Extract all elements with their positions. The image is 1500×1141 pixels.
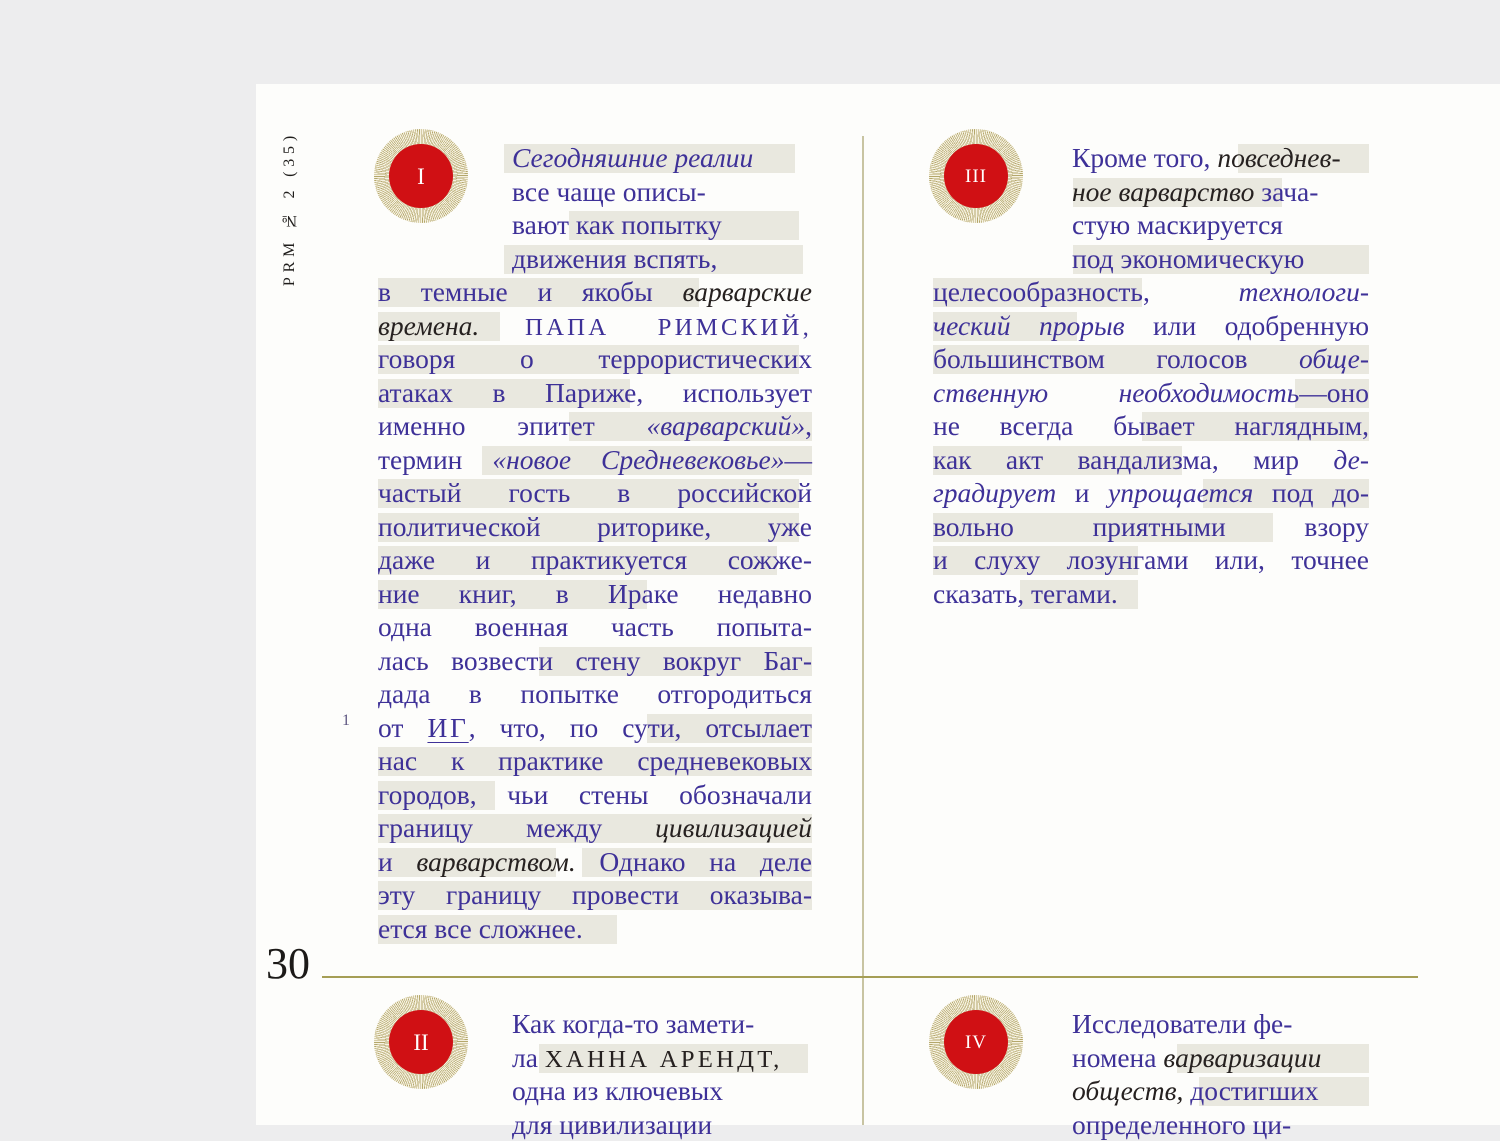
text-line	[933, 543, 1369, 577]
text-span: ческий прорыв	[933, 310, 1125, 341]
text-span: определенного ци-	[1072, 1109, 1291, 1140]
text-span: ,	[805, 410, 812, 441]
text-span: или одобренную	[1125, 310, 1369, 341]
text-line	[378, 711, 812, 745]
text-span: цивилизацией	[655, 812, 812, 843]
section-3-numeral: III	[965, 167, 987, 186]
text-span: частый гость в российской	[378, 477, 812, 508]
text-line	[933, 342, 1369, 376]
section-4-numeral: IV	[965, 1033, 987, 1052]
text-span: эту границу провести оказыва-	[378, 879, 812, 910]
text-line	[933, 1007, 1369, 1041]
text-span: термин	[378, 444, 492, 475]
text-span: городов, чьи стены обозначали	[378, 779, 812, 810]
text-span: «варварский»	[647, 410, 806, 441]
text-line	[378, 811, 812, 845]
text-line	[933, 409, 1369, 443]
text-span: одна из ключевых	[512, 1075, 723, 1106]
text-line	[933, 208, 1369, 242]
text-line	[378, 878, 812, 912]
text-line	[378, 778, 812, 812]
text-span: лась возвести стену вокруг Баг-	[378, 645, 812, 676]
text-span: , что, по сути, отсылает	[469, 712, 812, 743]
text-span: целесообразность,	[933, 276, 1239, 307]
text-span: и	[378, 846, 416, 877]
text-line	[933, 309, 1369, 343]
text-line	[933, 141, 1369, 175]
text-span: движения вспять,	[512, 243, 717, 274]
text-line	[933, 1041, 1369, 1075]
text-span: Исследователи фе-	[1072, 1008, 1292, 1039]
section-2-text	[378, 1007, 812, 1141]
text-span: под экономическую	[1072, 243, 1304, 274]
text-line	[378, 1007, 812, 1041]
text-line	[378, 275, 812, 309]
text-span: упрощается	[1108, 477, 1253, 508]
text-line	[378, 208, 812, 242]
text-line	[378, 510, 812, 544]
text-span: сказать, тегами.	[933, 578, 1118, 609]
text-span: под до-	[1253, 477, 1369, 508]
section-3-text	[933, 141, 1369, 610]
text-line	[378, 376, 812, 410]
text-line	[378, 409, 812, 443]
text-span: Как когда-то замети-	[512, 1008, 754, 1039]
text-line	[933, 476, 1369, 510]
text-span: номена	[1072, 1042, 1163, 1073]
text-span: ИГ	[427, 712, 468, 743]
text-line	[378, 543, 812, 577]
text-span: Сегодняшние реалии	[512, 142, 753, 173]
section-2-numeral: II	[413, 1031, 428, 1054]
text-line	[378, 677, 812, 711]
text-span: технологи-	[1239, 276, 1369, 307]
text-span: варварские	[682, 276, 812, 307]
text-line	[378, 476, 812, 510]
text-span: ное варварство	[1072, 176, 1254, 207]
section-divider-line	[322, 976, 1418, 978]
text-span: именно эпитет	[378, 410, 647, 441]
text-span: достигших	[1183, 1075, 1318, 1106]
text-span: не всегда бывает наглядным,	[933, 410, 1369, 441]
text-span: ла	[512, 1042, 545, 1073]
text-span: дада в попытке отгородиться	[378, 678, 812, 709]
text-span: ПАПА РИМСКИЙ,	[525, 314, 812, 341]
text-span: как акт вандализма, мир	[933, 444, 1333, 475]
text-line	[378, 1108, 812, 1141]
text-span: варварством.	[416, 846, 575, 877]
text-span: градирует	[933, 477, 1056, 508]
text-span: большинством голосов	[933, 343, 1299, 374]
section-1-numeral: I	[417, 165, 425, 188]
text-line	[378, 744, 812, 778]
text-span: —оно	[1299, 377, 1369, 408]
text-line	[378, 443, 812, 477]
text-line	[933, 175, 1369, 209]
text-line	[378, 577, 812, 611]
text-span: все чаще описы-	[512, 176, 706, 207]
text-span: времена.	[378, 310, 479, 341]
text-span: обществ,	[1072, 1075, 1183, 1106]
text-span: даже и практикуется сожже-	[378, 544, 812, 575]
text-span: атаках в Париже, использует	[378, 377, 812, 408]
journal-issue-label: PRM № 2 (35)	[281, 131, 299, 286]
text-span: стую маскируется	[1072, 209, 1283, 240]
text-span: и	[1056, 477, 1108, 508]
text-line	[378, 912, 812, 946]
text-span: зача-	[1254, 176, 1318, 207]
footnote-marker: 1	[342, 712, 350, 730]
text-span: границу между	[378, 812, 655, 843]
text-span	[479, 310, 525, 341]
text-span: от	[378, 712, 427, 743]
text-span: ственную необходимость	[933, 377, 1299, 408]
text-line	[378, 1041, 812, 1075]
text-span: в темные и якобы	[378, 276, 682, 307]
page-number: 30	[266, 938, 310, 989]
section-4-text	[933, 1007, 1369, 1141]
text-line	[933, 443, 1369, 477]
text-line	[378, 845, 812, 879]
text-span: —	[784, 444, 812, 475]
text-line	[378, 242, 812, 276]
text-line	[378, 1074, 812, 1108]
text-span: и слуху лозунгами или, точнее	[933, 544, 1369, 575]
text-span: варваризации	[1163, 1042, 1321, 1073]
text-span: «новое Средневековье»	[492, 444, 784, 475]
text-span: ется все сложнее.	[378, 913, 583, 944]
text-span: вольно приятными взору	[933, 511, 1369, 542]
text-line	[378, 644, 812, 678]
section-1-text	[378, 141, 812, 945]
text-span: Однако на деле	[576, 846, 812, 877]
text-line	[933, 376, 1369, 410]
text-line	[933, 1074, 1369, 1108]
text-line	[378, 175, 812, 209]
text-span: Кроме того,	[1072, 142, 1217, 173]
text-line	[933, 577, 1369, 611]
text-span: ние книг, в Ираке недавно	[378, 578, 812, 609]
text-span: обще-	[1299, 343, 1369, 374]
text-span: говоря о террористических	[378, 343, 812, 374]
text-line	[378, 342, 812, 376]
text-line	[378, 141, 812, 175]
text-span: повседнев-	[1217, 142, 1340, 173]
text-line	[378, 610, 812, 644]
text-span: вают как попытку	[512, 209, 722, 240]
text-span: одна военная часть попыта-	[378, 611, 812, 642]
text-line	[933, 510, 1369, 544]
text-span: для цивилизации	[512, 1109, 712, 1140]
text-span: политической риторике, уже	[378, 511, 812, 542]
text-line	[933, 242, 1369, 276]
text-span: нас к практике средневековых	[378, 745, 812, 776]
text-line	[933, 1108, 1369, 1141]
text-line	[378, 309, 812, 343]
text-span: де-	[1333, 444, 1369, 475]
text-span: ХАННА АРЕНДТ,	[545, 1046, 783, 1073]
text-line	[933, 275, 1369, 309]
